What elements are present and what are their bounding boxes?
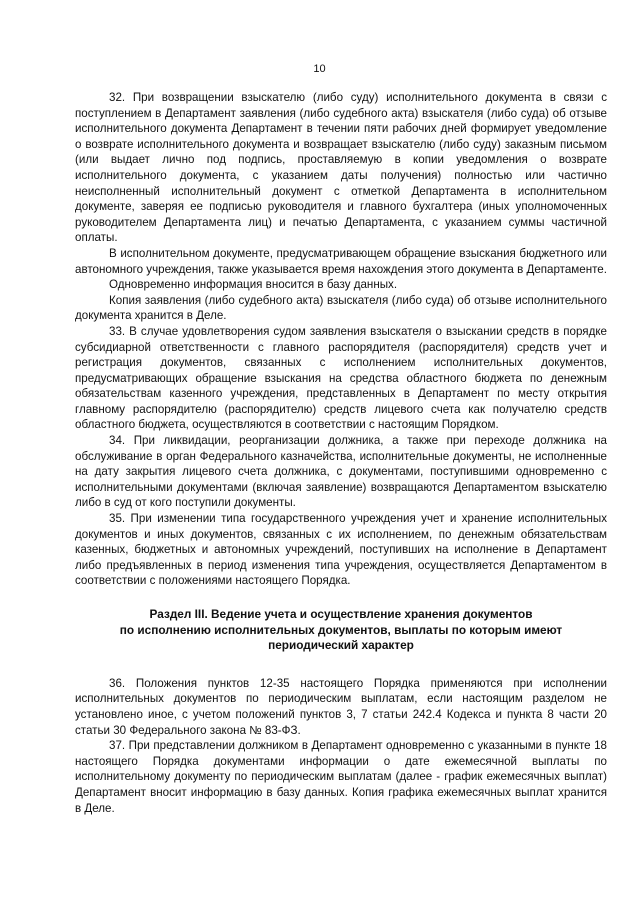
- paragraph-32-note-2: Одновременно информация вносится в базу данных.: [109, 278, 398, 292]
- paragraph-32-note-3: Копия заявления (либо судебного акта) взыскателя (либо суда) об отзыве исполнительного документа хранится в Деле.: [75, 293, 607, 323]
- paragraph-37: 37. При представлении должником в Департамент одновременно с указанными в пункте 18 настоящего Порядка документами информации о дате ежемесячной выплаты по исполнительному документу по периодическим выплатам (далее - график ежемесячных выплат) Департамент вносит информацию в базу данных. Копия графика ежемесячных выплат хранится в Деле.: [75, 739, 607, 815]
- paragraph-32: 32. При возвращении взыскателю (либо суду) исполнительного документа в связи с поступлением в Департамент заявления (либо судебного акта) взыскателя (либо суда) об отзыве исполнительного документа Департамент в течении пяти рабочих дней формирует уведомление о возврате исполнительного документа и возвращает взыскателю (либо суду) заказным письмом (или выдает лично под подпись, проставляемую в копии уведомления о возврате исполнительного документа, с указанием даты получения) полностью или частично неисполненный исполнительный документ с отметкой Департамента в исполнительном документе, заверяя ее подписью руководителя и главного бухгалтера (иных уполномоченных руководителем Департамента лиц) и печатью Департамента, с указанием суммы частичной оплаты.: [75, 91, 607, 245]
- paragraph-35: 35. При изменении типа государственного учреждения учет и хранение исполнительных документов и иных документов, связанных с их исполнением, по денежным обязательствам казенных, бюджетных и автономных учреждений, поступивших на исполнение в Департамент либо предъявленных в период изменения типа учреждения, осуществляется Департаментом в соответствии с положениями настоящего Порядка.: [75, 512, 607, 588]
- section-heading-line-1: Раздел III. Ведение учета и осуществление хранения документов: [149, 607, 533, 621]
- paragraph-34: 34. При ликвидации, реорганизации должника, а также при переходе должника на обслуживание в орган Федерального казначейства, исполнительные документы, не исполненные на дату закрытия лицевого счета должника, с документами, поступившими одновременно с исполнительными документами (включая заявление) возвращаются Департаментом взыскателю либо в суд от кого поступили документы.: [75, 434, 607, 510]
- section-heading-line-3: периодический характер: [268, 638, 414, 653]
- document-body: [75, 90, 607, 816]
- paragraph-33: 33. В случае удовлетворения судом заявления взыскателя о взыскании средств в порядке субсидиарной ответственности с главного распорядителя (распорядителя) средств учет и регистрация документов, связанных с исполнением исполнительных документов, предусматривающих обращение взыскания на средства областного бюджета по денежным обязательствам казенного учреждения, представленных в Департамент по месту открытия главному распорядителю (распорядителю) средств лицевого счета как получателю средств областного бюджета, осуществляются в соответствии с настоящим Порядком.: [75, 324, 607, 432]
- section-heading-line-2: по исполнению исполнительных документов, выплаты по которым имеют: [119, 622, 563, 637]
- paragraph-32-note-1: В исполнительном документе, предусматривающем обращение взыскания бюджетного или автономного учреждения, также указывается время нахождения этого документа в Департаменте.: [75, 246, 607, 276]
- paragraph-36: 36. Положения пунктов 12-35 настоящего Порядка применяются при исполнении исполнительных документов по периодическим выплатам, если настоящим разделом не установлено иное, с учетом положений пунктов 3, 7 статьи 242.4 Кодекса и пункта 8 части 20 статьи 30 Федерального закона № 83-ФЗ.: [75, 676, 607, 737]
- section-heading: [75, 607, 607, 654]
- page-number: 10: [313, 63, 326, 75]
